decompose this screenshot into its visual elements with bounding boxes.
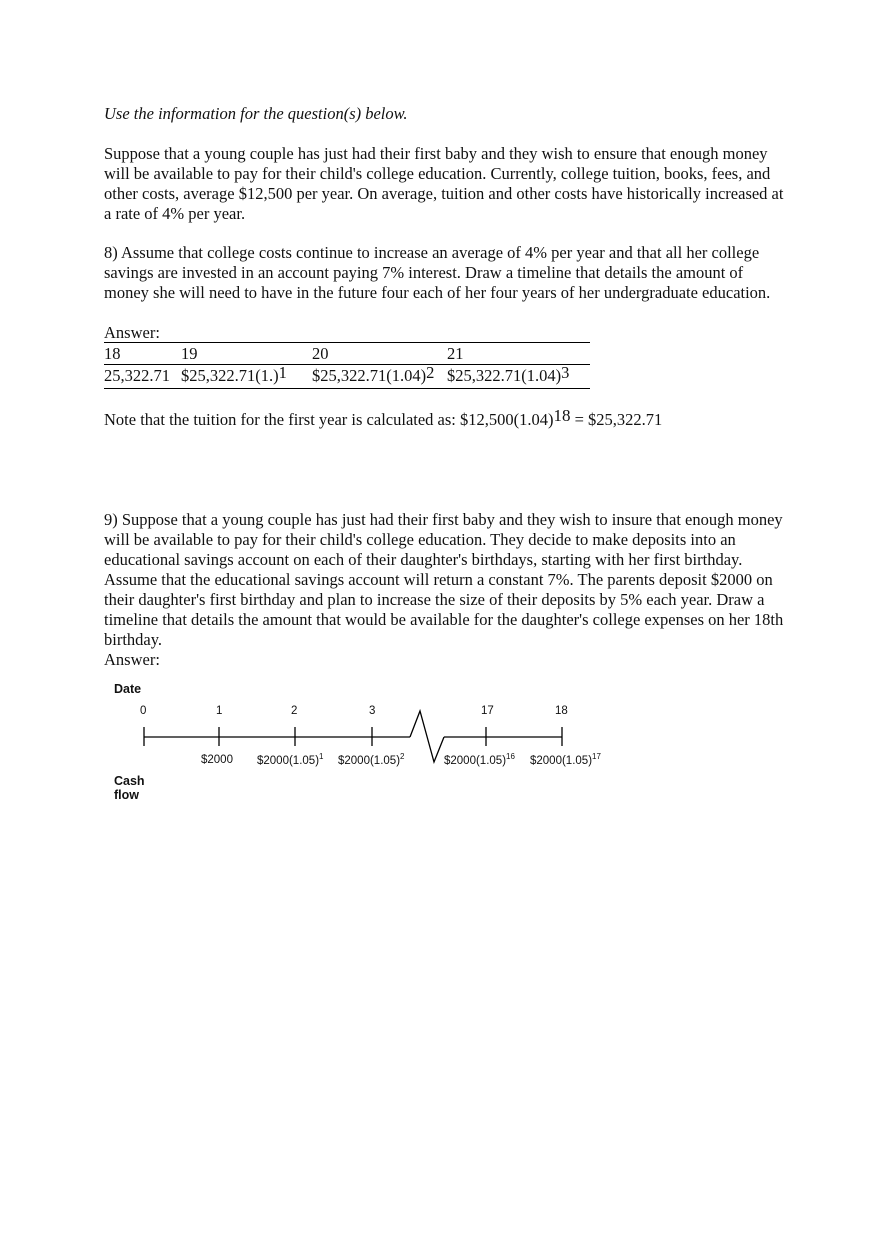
table-header-cell: 18 [104,344,121,363]
intro-instruction: Use the information for the question(s) below. [104,104,408,123]
tick-label: 18 [555,705,568,717]
exponent: 1 [319,752,324,761]
exponent: 18 [553,406,571,425]
cash-flow-label: $2000 [201,754,233,766]
exponent: 17 [592,752,601,761]
tick-label: 1 [216,705,223,717]
table-value-cell: $25,322.71(1.04)2 [312,363,435,385]
question-8-answer-label: Answer: [104,323,160,342]
tick-label: 3 [369,705,376,717]
exponent: 2 [400,752,405,761]
question-9-answer-label: Answer: [104,650,160,669]
exponent: 1 [278,363,287,382]
question-8-note: Note that the tuition for the first year is calculated as: $12,500(1.04)18 = $25,322.71 [104,406,663,429]
cash-flow-label: $\$2000(1.05)^2$ [338,752,405,767]
timeline-graphic [104,676,664,816]
tick-label: 2 [291,705,298,717]
exponent: 2 [426,363,435,382]
exponent: 16 [506,752,515,761]
tick-label: 17 [481,705,494,717]
cash-flow-label: $\$2000(1.05)^{16}$ [444,752,515,767]
table-header-row [104,342,590,365]
table-value-cell: $25,322.71(1.04)3 [447,363,570,385]
table-header-cell: 19 [181,344,198,363]
table-value-cell: 25,322.71 [104,366,170,385]
question-9-text: 9) Suppose that a young couple has just had their first baby and they wish to insure that enough money will be available to pay for their child's college education. They decide to make deposits into an educational savings account on each of their daughter's birthdays, starting with her first birthday. Assume that the educational savings account will return a constant 7%. The parents deposit $2000 on their daughter's first birthday and plan to increase the size of their deposits by 5% each year. Draw a timeline that details the amount that would be available for the daughter's college expenses on her 18th birthday. [104,510,784,649]
question-8-answer-table [104,342,590,389]
question-8-text: 8) Assume that college costs continue to increase an average of 4% per year and that all her college savings are invested in an account paying 7% interest. Draw a timeline that details the amount of money she will need to have in the future four each of her four years of her undergraduate education. [104,243,771,302]
table-header-cell: 20 [312,344,329,363]
cash-flow-label: $\$2000(1.05)^1$ [257,752,324,767]
date-label: Date [114,682,142,696]
cash-flow-axis-label: Cash flow [114,774,145,802]
cash-flow-timeline [104,676,664,816]
tick-label: 0 [140,705,147,717]
cash-flow-label: $\$2000(1.05)^{17}$ [530,752,601,767]
table-value-row [104,365,590,389]
intro-paragraph: Suppose that a young couple has just had their first baby and they wish to ensure that enough money will be available to pay for their child's college education. Currently, college tuition, books, fees, and other costs, average $12,500 per year. On average, tuition and other costs have historically increased at a rate of 4% per year. [104,144,784,223]
exponent: 3 [561,363,570,382]
table-value-cell: $25,322.71(1.)1 [181,363,287,385]
table-header-cell: 21 [447,344,464,363]
